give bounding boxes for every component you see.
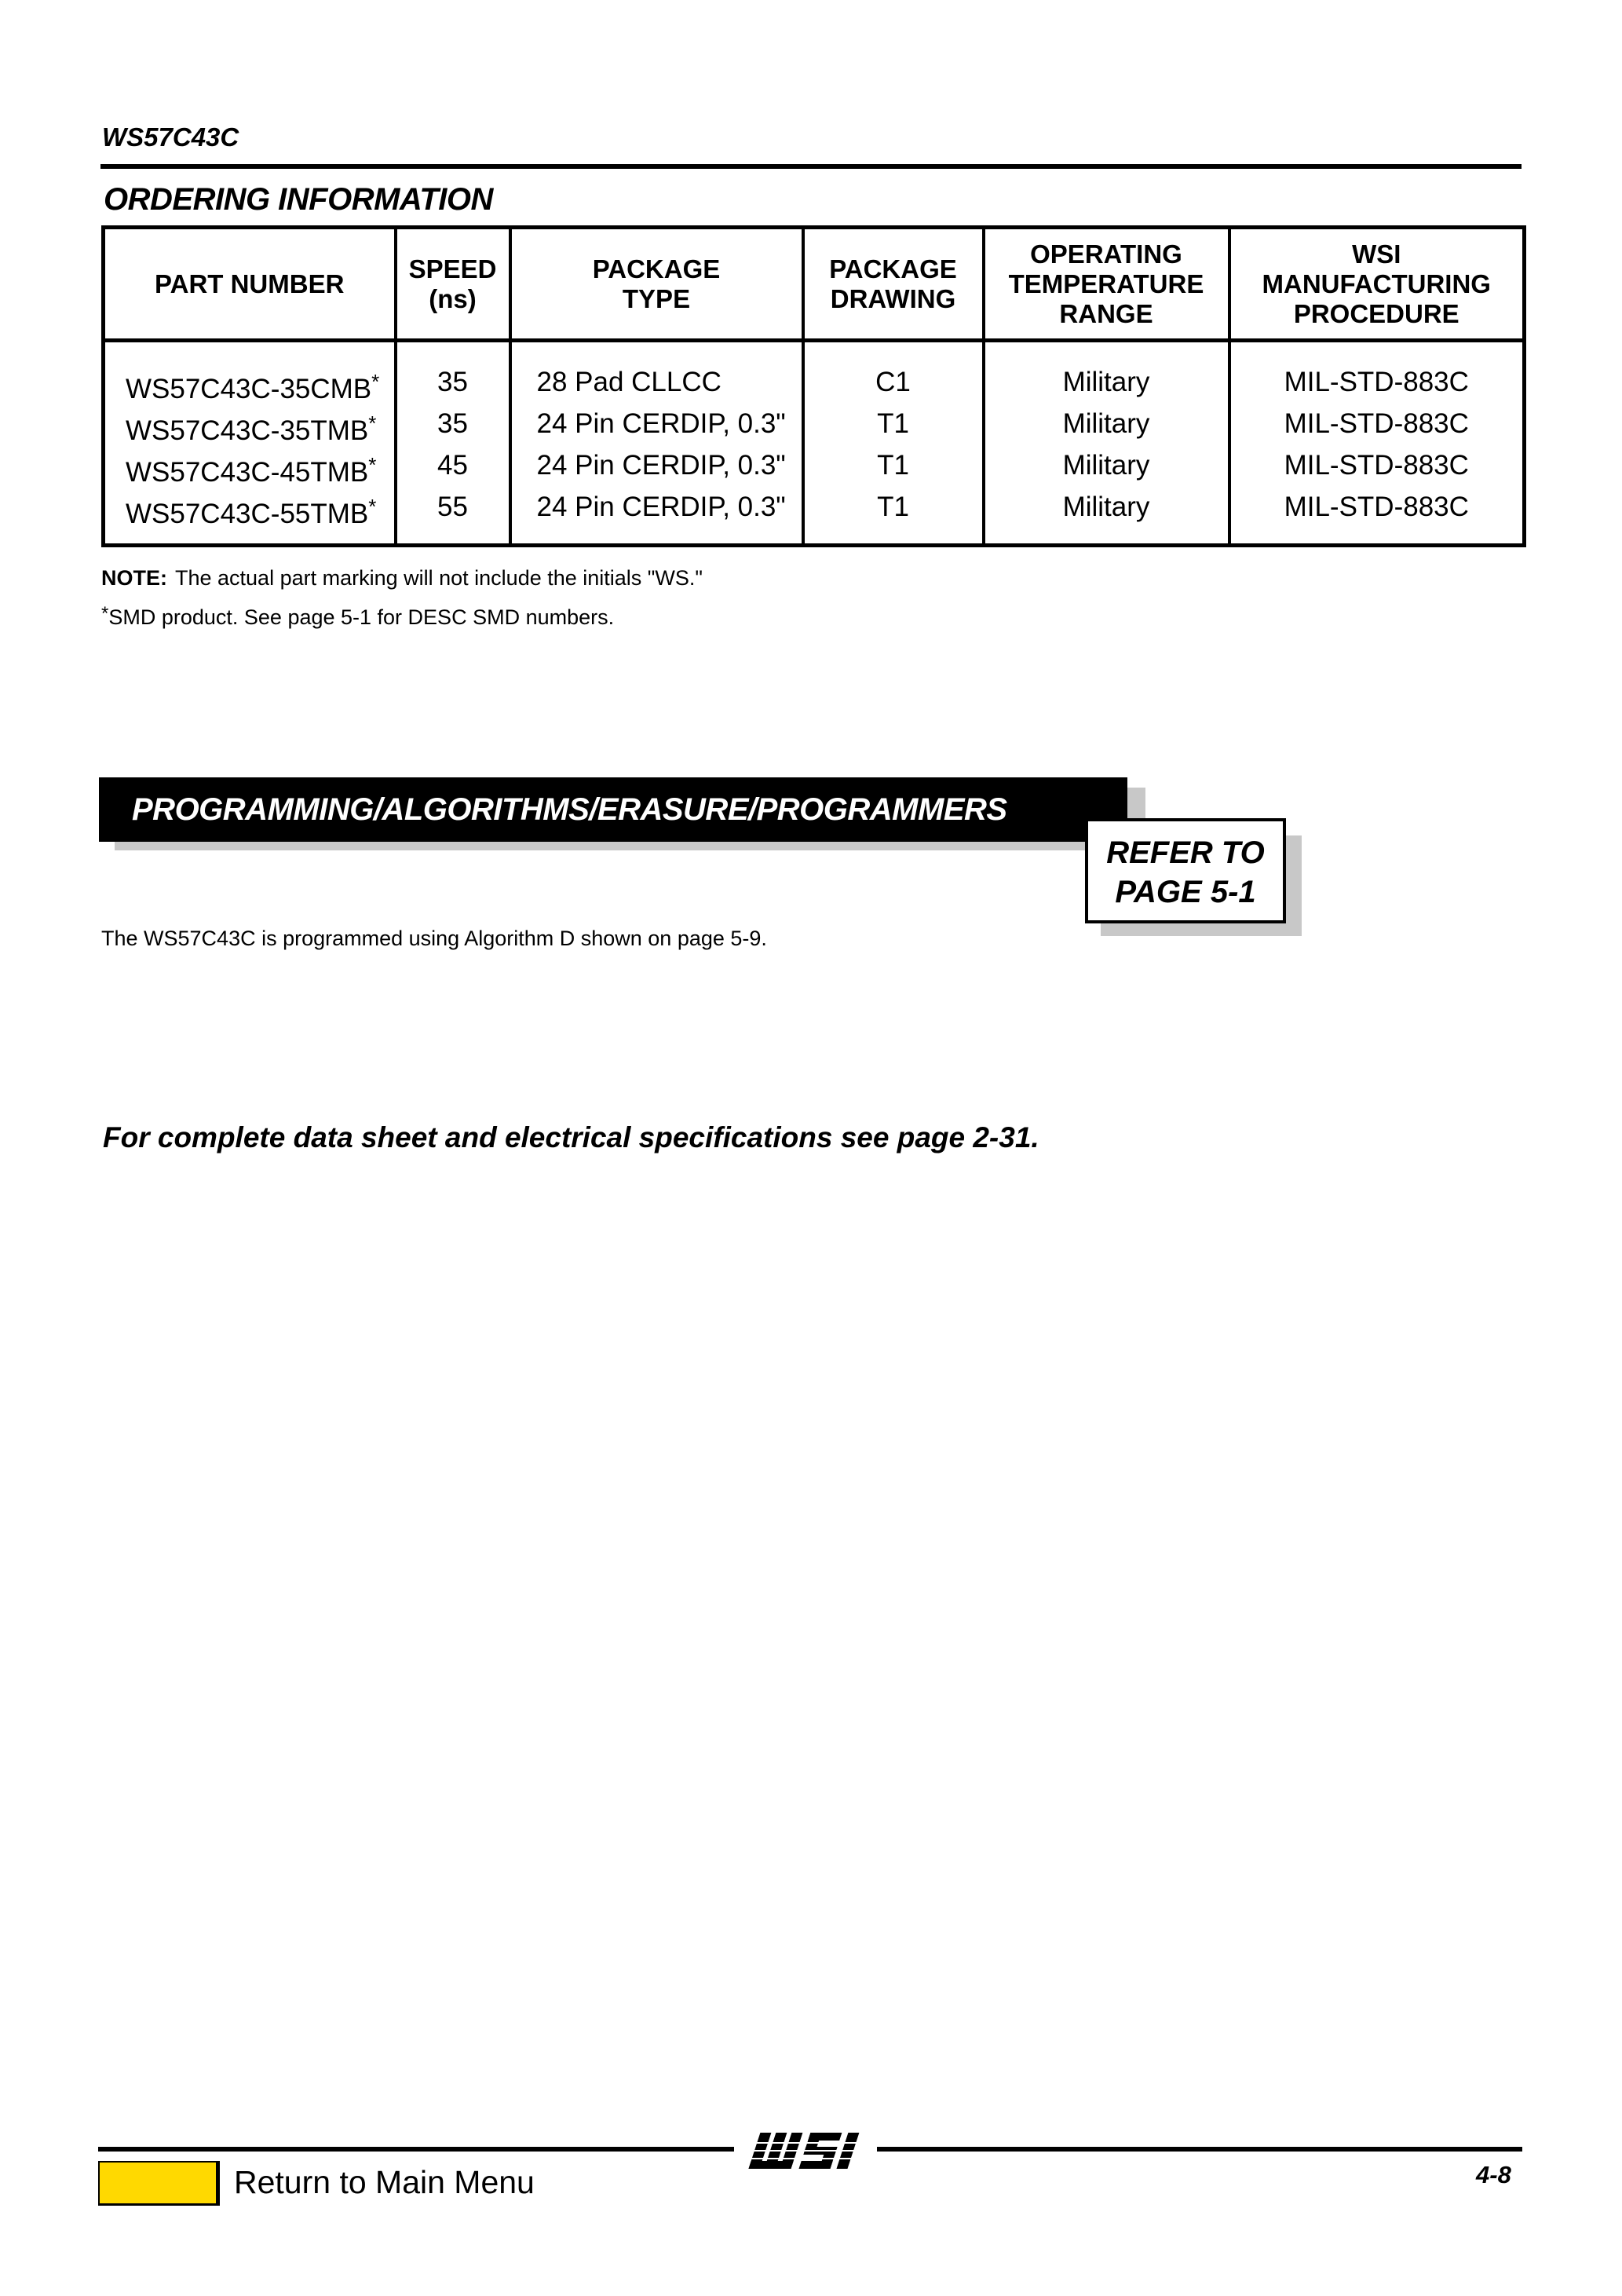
temperature-cell: Military Military Military Military (984, 341, 1229, 546)
col-package-type: PACKAGE TYPE (510, 228, 803, 341)
col-speed: SPEED (ns) (396, 228, 510, 341)
package-type-cell: 28 Pad CLLCC 24 Pin CERDIP, 0.3" 24 Pin CERDIP, 0.3" 24 Pin CERDIP, 0.3" (510, 341, 803, 546)
footer-rule-left (98, 2147, 734, 2152)
programming-banner: PROGRAMMING/ALGORITHMS/ERASURE/PROGRAMMERS (99, 777, 1127, 842)
smd-footnote: *SMD product. See page 5-1 for DESC SMD numbers. (101, 603, 615, 629)
refer-to-page-link[interactable]: REFER TO PAGE 5-1 (1085, 818, 1286, 923)
menu-button-swatch[interactable] (98, 2161, 217, 2205)
menu-underline (98, 2203, 220, 2206)
col-part-number: PART NUMBER (104, 228, 396, 341)
footer-rule-right (877, 2147, 1522, 2152)
return-to-main-menu-link[interactable]: Return to Main Menu (234, 2164, 535, 2200)
table-row: WS57C43C-35CMB* (126, 370, 380, 404)
speed-cell: 35 35 45 55 (396, 341, 510, 546)
package-drawing-cell: C1 T1 T1 T1 (803, 341, 984, 546)
table-row: WS57C43C-45TMB* (126, 453, 377, 488)
ordering-table (101, 225, 1526, 547)
header-rule (100, 164, 1522, 169)
ordering-note: NOTE: The actual part marking will not include the initials "WS." (101, 566, 703, 590)
data-sheet-reference: For complete data sheet and electrical specifications see page 2-31. (103, 1121, 1039, 1153)
col-package-drawing: PACKAGE DRAWING (803, 228, 984, 341)
table-body (104, 341, 1525, 546)
document-id: WS57C43C (102, 122, 239, 152)
table-header-row (104, 228, 1525, 341)
part-number-cell (104, 341, 396, 546)
programming-text: The WS57C43C is programmed using Algorithm D shown on page 5-9. (101, 927, 767, 950)
page-number: 4-8 (1476, 2161, 1511, 2188)
procedure-cell: MIL-STD-883C MIL-STD-883C MIL-STD-883C MIL-STD-883C (1229, 341, 1525, 546)
col-procedure: WSI MANUFACTURING PROCEDURE (1229, 228, 1525, 341)
table-row: WS57C43C-35TMB* (126, 411, 377, 446)
table-row: WS57C43C-55TMB* (126, 495, 377, 529)
ordering-title: ORDERING INFORMATION (104, 182, 493, 217)
menu-separator (217, 2161, 220, 2205)
wsi-logo-icon (742, 2126, 875, 2181)
col-operating-temp: OPERATING TEMPERATURE RANGE (984, 228, 1229, 341)
